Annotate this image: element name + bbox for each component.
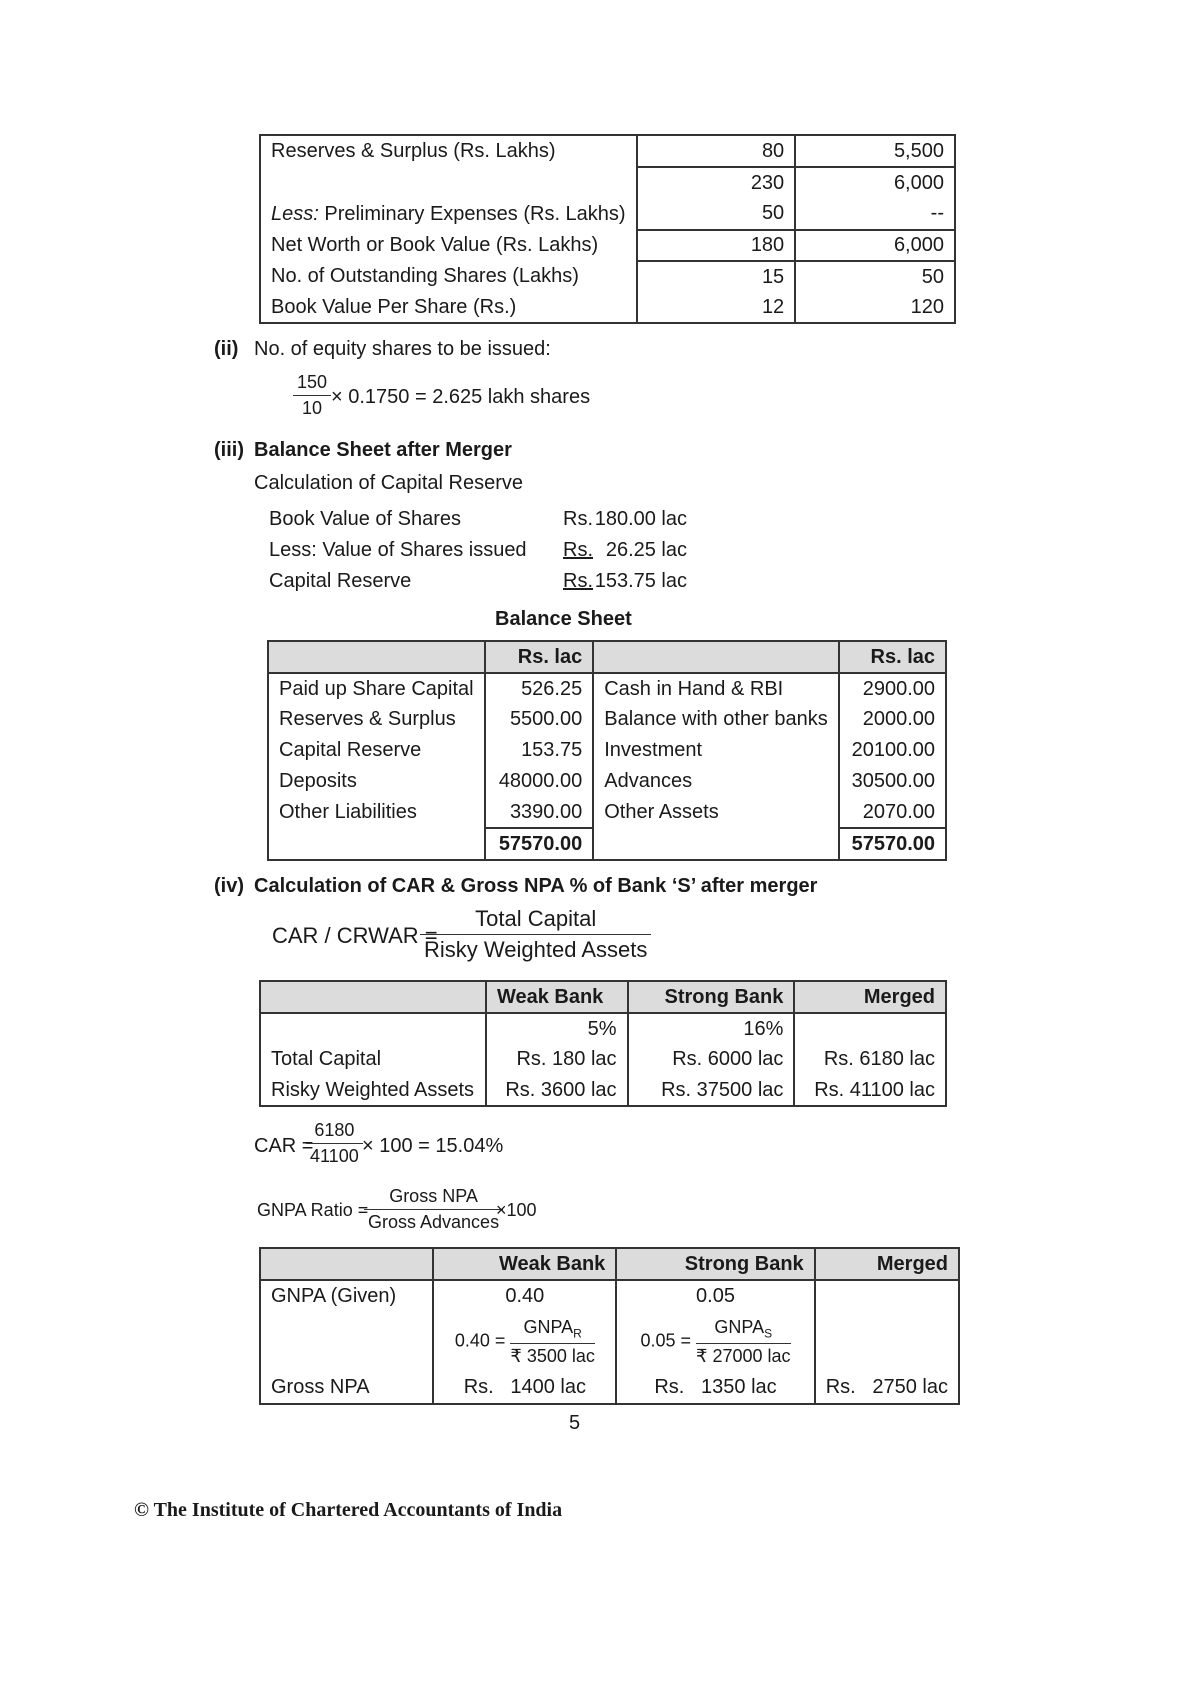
bs-header-amount: Rs. lac (485, 641, 593, 673)
bs-asset: Other Assets (593, 797, 838, 828)
bs-liability: Other Liabilities (268, 797, 485, 828)
gnpa-eq-blank (260, 1312, 433, 1372)
gnpa-formula-fraction (364, 1186, 503, 1233)
gross-npa-value: Rs. 2750 lac (825, 1376, 948, 1398)
gnpa-formula-lhs: GNPA Ratio = (257, 1200, 369, 1220)
fraction-numerator: 150 (293, 372, 331, 396)
calc-amount: Rs. 153.75 lac (563, 570, 687, 592)
gnpa-given-label: GNPA (Given) (260, 1280, 433, 1312)
t1-a: 12 (637, 292, 796, 323)
gnpa-strong-equation: 0.05 = $GNPA_S$ ₹ 27000 lac (616, 1312, 814, 1372)
balance-sheet-table (267, 640, 947, 861)
car-calc-rhs: × 100 = 15.04% (362, 1135, 504, 1157)
bs-asset-amount: 2070.00 (862, 800, 935, 823)
t1-label: Reserves & Surplus (Rs. Lakhs) (260, 135, 637, 167)
car-header-strong: Strong Bank (628, 981, 795, 1013)
part-iii-number: (iii) (214, 439, 244, 461)
car-value: Rs. 37500 lac (628, 1075, 795, 1106)
calc-label: Less: Value of Shares issued (269, 539, 527, 561)
car-value: Rs. 180 lac (486, 1044, 628, 1075)
car-pct (794, 1013, 946, 1044)
t1-b: -- (930, 202, 944, 224)
car-table (259, 980, 947, 1107)
t1-label: Net Worth or Book Value (Rs. Lakhs) (260, 230, 637, 261)
gnpa-given-value: 0.05 (616, 1280, 814, 1312)
page-number: 5 (569, 1412, 581, 1434)
bs-asset-amount: 20100.00 (851, 739, 935, 761)
bs-asset: Cash in Hand & RBI (593, 673, 838, 704)
gnpa-weak-equation: 0.40 = $GNPA_R$ ₹ 3500 lac (433, 1312, 616, 1372)
gnpa-header-merged: Merged (876, 1252, 948, 1275)
t1-label (260, 167, 637, 198)
bs-liability-amount: 526.25 (485, 673, 593, 704)
car-value: Rs. 41100 lac (814, 1078, 935, 1101)
bs-liability: Reserves & Surplus (268, 704, 485, 735)
bs-liability-amount: 153.75 (485, 735, 593, 766)
car-calc-fraction (306, 1120, 363, 1167)
calc-label: Capital Reserve (269, 570, 412, 592)
car-row-label: Total Capital (260, 1044, 486, 1075)
shares-fraction (293, 372, 331, 419)
part-iii-subheading: Calculation of Capital Reserve (254, 472, 524, 494)
part-iii-heading: Balance Sheet after Merger (254, 439, 512, 461)
calc-amount: Rs. 180.00 lac (563, 508, 687, 530)
book-value-table (259, 134, 956, 324)
part-ii-text: No. of equity shares to be issued: (254, 338, 551, 360)
car-value: Rs. 6180 lac (823, 1048, 935, 1070)
car-formula-fraction (420, 906, 651, 963)
part-ii-number: (ii) (214, 338, 239, 360)
gnpa-formula-rhs: ×100 (496, 1200, 537, 1220)
car-row-label: Risky Weighted Assets (260, 1075, 486, 1106)
car-header-blank (260, 981, 486, 1013)
gnpa-header-blank (260, 1248, 433, 1280)
t1-b: 6,000 (795, 167, 955, 198)
bs-liability-amount: 48000.00 (485, 766, 593, 797)
gnpa-given-blank (815, 1280, 959, 1312)
gnpa-table (259, 1247, 960, 1405)
part-iv-number: (iv) (214, 875, 244, 897)
t1-b: 5,500 (893, 139, 944, 162)
bs-asset-amount: 30500.00 (851, 770, 935, 792)
bs-liability-amount: 5500.00 (485, 704, 593, 735)
gnpa-given-value: 0.40 (433, 1280, 616, 1312)
bs-asset: Advances (593, 766, 838, 797)
car-label-blank (260, 1013, 486, 1044)
t1-a: 180 (637, 230, 796, 261)
t1-a: 230 (637, 167, 796, 198)
car-formula-lhs: CAR / CRWAR = (272, 923, 438, 948)
shares-result: × 0.1750 = 2.625 lakh shares (331, 386, 591, 408)
bs-liability-total: 57570.00 (485, 828, 593, 860)
calc-label: Book Value of Shares (269, 508, 461, 530)
bs-header-amount: Rs. lac (870, 645, 935, 668)
t1-b: 120 (910, 295, 944, 318)
calc-amount: Rs. 26.25 lac (563, 539, 687, 561)
car-header-merged: Merged (863, 985, 935, 1008)
gross-npa-value: Rs. 1350 lac (616, 1372, 814, 1404)
gross-npa-label: Gross NPA (260, 1372, 433, 1404)
bs-asset: Balance with other banks (593, 704, 838, 735)
fraction-denominator: 10 (302, 398, 323, 418)
t1-label: No. of Outstanding Shares (Lakhs) (260, 261, 637, 292)
bs-header-blank (593, 641, 838, 673)
gnpa-header-weak: Weak Bank (433, 1248, 616, 1280)
car-header-weak: Weak Bank (486, 981, 628, 1013)
car-calc-denominator: 41100 (310, 1146, 359, 1166)
t1-b: 50 (795, 261, 955, 292)
t1-a: 80 (637, 135, 796, 167)
gnpa-header-strong: Strong Bank (616, 1248, 814, 1280)
car-value: Rs. 6000 lac (628, 1044, 795, 1075)
part-iv-heading: Calculation of CAR & Gross NPA % of Bank ‘S’ after merger (254, 875, 818, 897)
car-pct: 16% (628, 1013, 795, 1044)
t1-label: Book Value Per Share (Rs.) (260, 292, 637, 323)
bs-asset: Investment (593, 735, 838, 766)
bs-total-blank (268, 828, 485, 860)
bs-total-blank (593, 828, 838, 860)
bs-header-blank (268, 641, 485, 673)
t1-a: 15 (637, 261, 796, 292)
car-value: Rs. 3600 lac (486, 1075, 628, 1106)
bs-liability-amount: 3390.00 (485, 797, 593, 828)
bs-liability: Capital Reserve (268, 735, 485, 766)
footer-copyright: © The Institute of Chartered Accountants of India (134, 1499, 563, 1521)
bs-asset-total: 57570.00 (839, 828, 946, 860)
car-formula-numerator: Total Capital (420, 906, 651, 935)
t1-label: Less: Preliminary Expenses (Rs. Lakhs) (260, 198, 637, 230)
gnpa-eq-blank (815, 1312, 959, 1372)
balance-sheet-title: Balance Sheet (495, 608, 632, 630)
gnpa-formula-denominator: Gross Advances (368, 1212, 500, 1232)
car-calc-numerator: 6180 (306, 1120, 363, 1144)
car-calc-lhs: CAR = (254, 1135, 314, 1157)
bs-asset-amount: 2900.00 (862, 677, 935, 700)
bs-asset-amount: 2000.00 (862, 708, 935, 730)
t1-a: 50 (637, 198, 796, 230)
t1-b: 6,000 (795, 230, 955, 261)
gross-npa-value: Rs. 1400 lac (433, 1372, 616, 1404)
car-formula-denominator: Risky Weighted Assets (424, 937, 648, 962)
bs-liability: Deposits (268, 766, 485, 797)
gnpa-formula-numerator: Gross NPA (364, 1186, 503, 1210)
car-pct: 5% (486, 1013, 628, 1044)
bs-liability: Paid up Share Capital (268, 673, 485, 704)
